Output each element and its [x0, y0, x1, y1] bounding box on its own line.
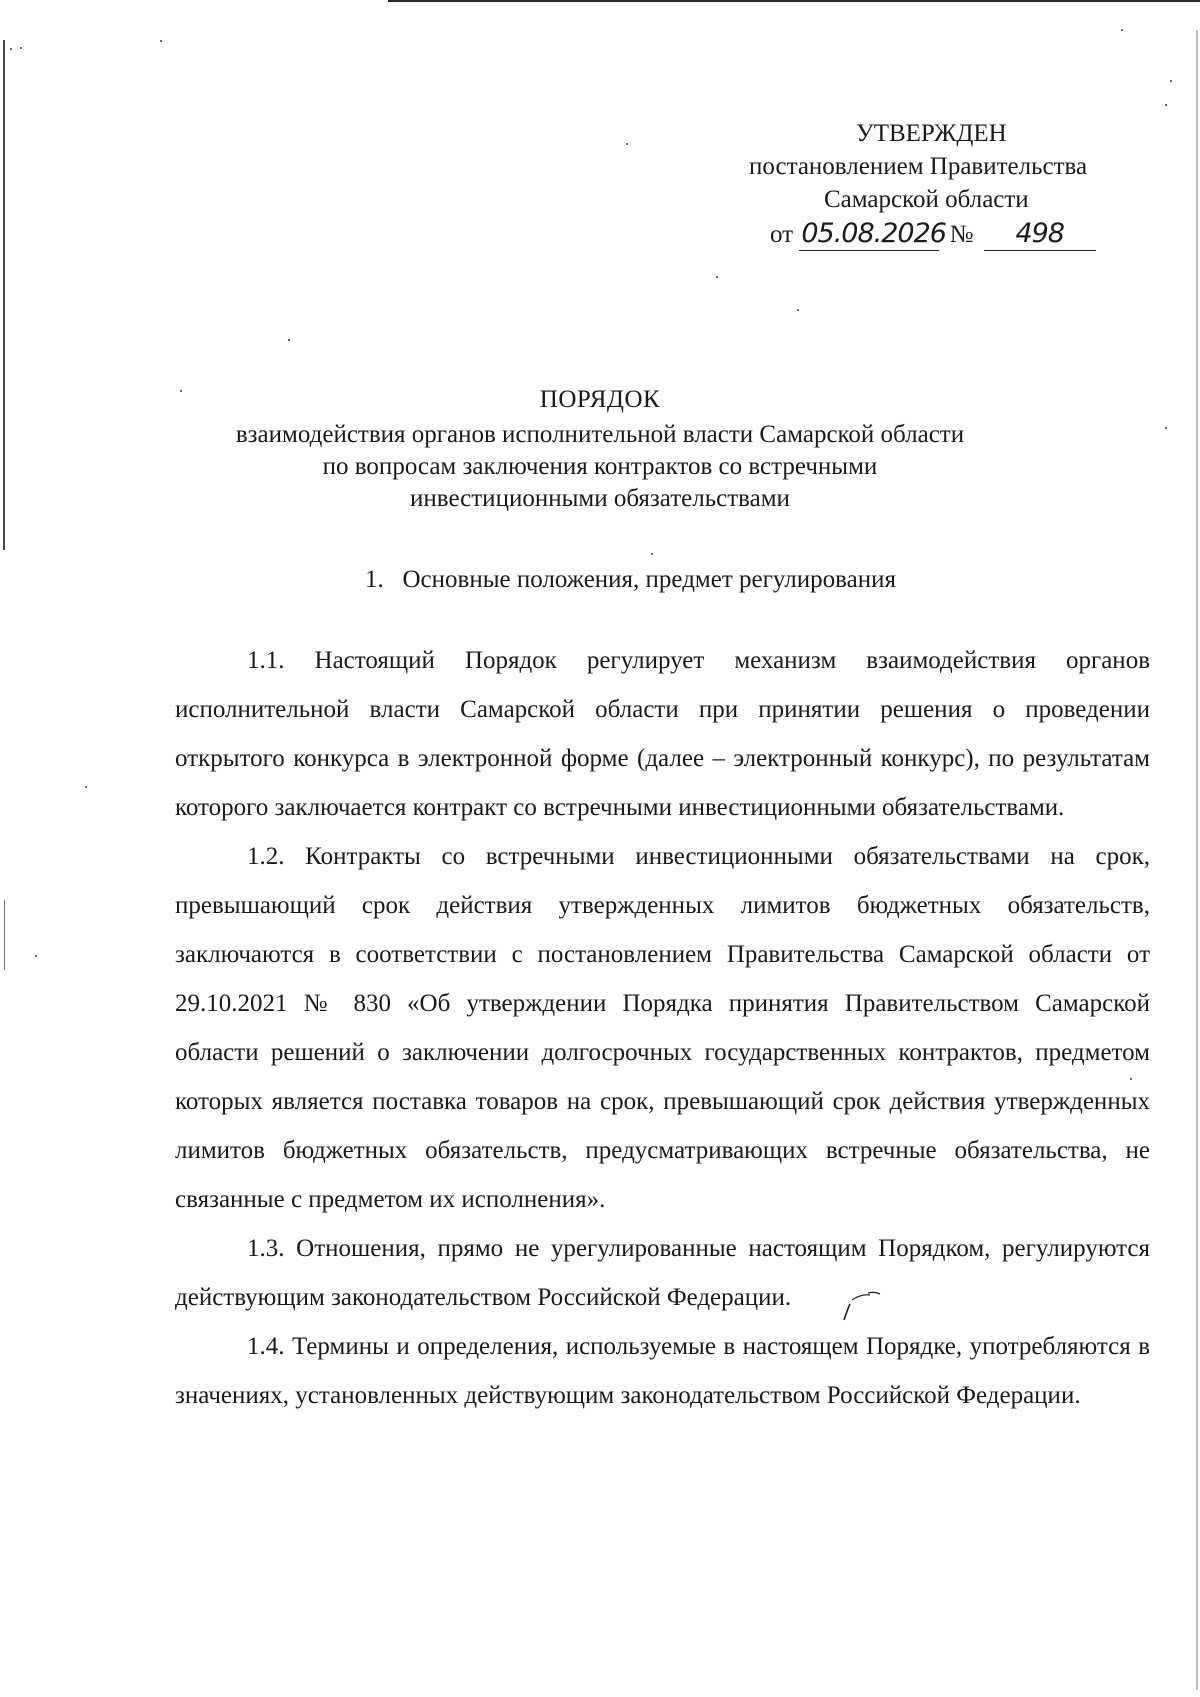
- approval-title: УТВЕРЖДЕН: [856, 120, 1007, 147]
- scan-speck: [160, 40, 162, 42]
- document-body: [175, 636, 1150, 1420]
- handwritten-number: 498: [984, 218, 1096, 251]
- scan-speck: [10, 48, 12, 50]
- document-subtitle-line-3: инвестиционными обязательствами: [410, 485, 790, 512]
- paragraph-1-2: 1.2. Контракты со встречными инвестиционными обязательствами на срок, превышающий срок действия утвержденных лимитов бюджетных обязательств, заключаются в соответствии с постановлением Правительства Самарской области от 29.10.2021 № 830 «Об утверждении Порядка принятия Правительством Самарской области решений о заключении долгосрочных государственных контрактов, предметом которых является поставка товаров на срок, превышающий срок действия утвержденных лимитов бюджетных обязательств, предусматривающих встречные обязательства, не связанные с предметом их исполнения».: [175, 843, 1150, 1213]
- paragraph-1-1: 1.1. Настоящий Порядок регулирует механизм взаимодействия органов исполнительной власти Самарской области при принятии решения о проведении открытого конкурса в электронной форме (далее – электронный конкурс), по результатам которого заключается контракт со встречными инвестиционными обязательствами.: [175, 647, 1150, 821]
- paragraph-1-4: 1.4. Термины и определения, используемые в настоящем Порядке, употребляются в значениях, установленных действующим законодательством Российской Федерации.: [175, 1333, 1150, 1409]
- approval-issuer-line: постановлением Правительства: [749, 153, 1088, 180]
- scan-speck: [35, 955, 37, 957]
- document-title: ПОРЯДОК: [539, 386, 661, 413]
- scan-speck: [651, 553, 653, 555]
- scan-border-right: [1196, 30, 1198, 1690]
- approval-date-row: [770, 218, 1096, 251]
- initials-mark-icon: [838, 1286, 886, 1322]
- document-subtitle-line-1: взаимодействия органов исполнительной власти Самарской области: [235, 421, 965, 448]
- scan-speck: [1165, 104, 1167, 106]
- scan-speck: [1170, 80, 1172, 82]
- approval-region-line: Самарской области: [824, 186, 1029, 213]
- document-subtitle-line-2: по вопросам заключения контрактов со встречными: [322, 453, 878, 480]
- scan-speck: [288, 339, 290, 341]
- scan-speck: [20, 47, 22, 49]
- scan-border-left-lower: [4, 900, 5, 970]
- scan-speck: [1121, 29, 1123, 31]
- date-prefix: от: [770, 221, 794, 248]
- number-sign: №: [949, 221, 974, 248]
- scan-speck: [716, 276, 718, 278]
- paragraph-1-3: 1.3. Отношения, прямо не урегулированные настоящим Порядком, регулируются действующим законодательством Российской Федерации.: [175, 1235, 1150, 1311]
- scan-border-top: [388, 0, 1200, 2]
- scan-speck: [797, 309, 799, 311]
- handwritten-date: 05.08.2026: [801, 218, 946, 249]
- scan-speck: [85, 786, 87, 788]
- section-heading: 1. Основные положения, предмет регулирования: [365, 566, 896, 593]
- scan-speck: [626, 143, 628, 145]
